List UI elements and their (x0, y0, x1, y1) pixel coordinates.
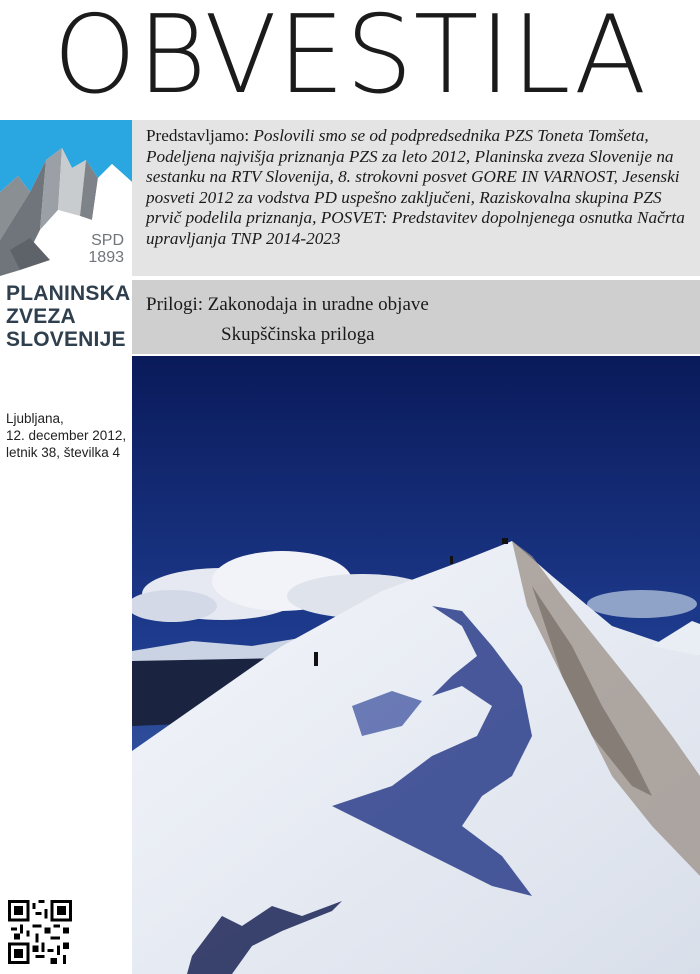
masthead-title: OBVESTILA (52, 0, 648, 118)
org-line-3: SLOVENIJE (6, 328, 126, 351)
contents-box (132, 120, 700, 276)
spd-badge (88, 232, 124, 266)
qr-code-icon (8, 900, 72, 964)
attachments-box (132, 280, 700, 354)
attachments-line-2: Skupščinska priloga (221, 324, 375, 345)
cover-photo (132, 356, 700, 974)
pzs-logo (0, 120, 132, 276)
attachments-line-1: Prilogi: Zakonodaja in uradne objave (146, 294, 429, 315)
issue-date: 12. december 2012, (6, 428, 127, 443)
org-line-2: ZVEZA (6, 305, 76, 328)
spd-text: SPD (91, 232, 124, 249)
issue-place: Ljubljana, (6, 411, 64, 426)
masthead (0, 0, 700, 118)
contents-label: Predstavljamo: (146, 126, 250, 145)
org-name (6, 282, 132, 351)
org-line-1: PLANINSKA (6, 282, 131, 305)
issue-volume: letnik 38, številka 4 (6, 445, 121, 460)
spd-year: 1893 (88, 249, 124, 266)
contents-items: Poslovili smo se od podpredsednika PZS Toneta Tomšeta, Podeljena najvišja priznanja PZS za leto 2012, Planinska zveza Slovenije na sestanku na RTV Slovenija, 8. strokovni posvet GORE IN VARNOST, Jesenski posveti 2012 za vodstva PD uspešno zaključeni, Raziskovalna skupina PZS prvič podelila priznanja, POSVET: Predstavitev dopolnjenega osnutka Načrta upravljanja TNP 2014-2023 (146, 126, 685, 248)
mountain-ridge-photo-icon (132, 356, 700, 974)
issue-info (6, 410, 132, 461)
